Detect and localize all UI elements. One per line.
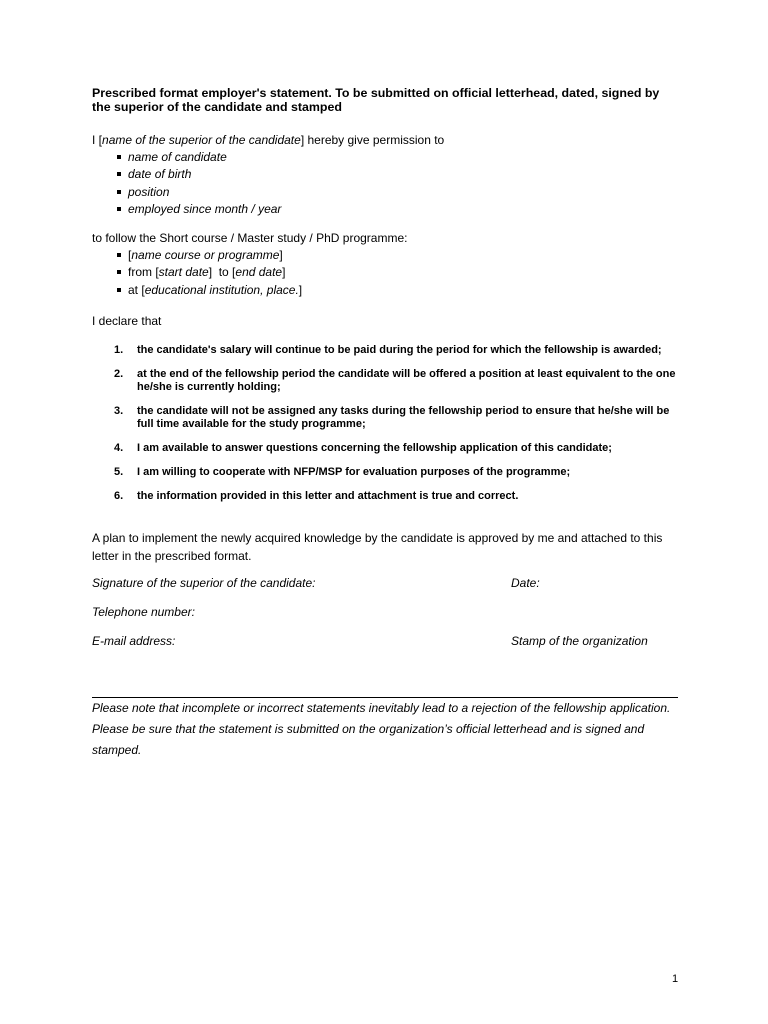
- note-paragraph: Please note that incomplete or incorrect statements inevitably lead to a rejection of the fellowship application. Please be sure that the statement is submitted on the organization’s official letterhead and is signed and stamped.: [92, 701, 671, 758]
- declaration-text: the candidate will not be assigned any tasks during the fellowship period to ensure that he/she will be full time available for the study programme;: [137, 405, 670, 431]
- superior-placeholder: name of the superior of the candidate: [102, 133, 301, 147]
- declaration-text: I am available to answer questions concerning the fellowship application of this candidate;: [137, 442, 612, 455]
- institution-placeholder: educational institution, place.: [144, 282, 299, 297]
- programme-line: to follow the Short course / Master study / PhD programme:: [92, 231, 408, 246]
- candidate-list: [92, 149, 678, 218]
- declaration-item: [92, 405, 678, 431]
- telephone-row: [92, 604, 678, 621]
- list-item: [117, 264, 678, 281]
- bracket-text: [: [128, 248, 132, 263]
- list-item: name of candidate: [117, 149, 678, 166]
- declare-line: I declare that: [92, 314, 162, 329]
- bracket-text: ]: [282, 265, 286, 280]
- declaration-item: [92, 466, 678, 479]
- declaration-item: [92, 344, 678, 357]
- page-number: 1: [672, 973, 679, 985]
- declaration-text: the information provided in this letter and attachment is true and correct.: [137, 490, 519, 503]
- declaration-number: 5.: [114, 466, 124, 479]
- declaration-number: 6.: [114, 490, 124, 503]
- declaration-number: 1.: [114, 344, 124, 357]
- signature-row: [92, 575, 678, 592]
- start-date-placeholder: start date: [158, 265, 209, 280]
- bracket-text: ]: [279, 248, 283, 263]
- document-page: [92, 86, 678, 761]
- intro-line: [92, 132, 678, 149]
- signature-label: Signature of the superior of the candidate:: [92, 576, 316, 591]
- list-item: position: [117, 184, 678, 201]
- document-title: Prescribed format employer's statement. To be submitted on official letterhead, dated, signed by the superior of the candidate and stamped: [92, 86, 660, 114]
- to-text: ] to [: [208, 265, 236, 280]
- declaration-item: [92, 442, 678, 455]
- declaration-text: at the end of the fellowship period the candidate will be offered a position at least equivalent to the one he/she is currently holding;: [137, 368, 676, 394]
- email-label: E-mail address:: [92, 634, 176, 649]
- bracket-text: ]: [298, 282, 303, 297]
- programme-list: [92, 247, 678, 299]
- list-item: [117, 282, 678, 299]
- telephone-label: Telephone number:: [92, 605, 195, 620]
- declaration-text: the candidate's salary will continue to be paid during the period for which the fellowship is awarded;: [137, 344, 662, 357]
- stamp-label: Stamp of the organization: [511, 634, 648, 649]
- list-item: date of birth: [117, 166, 678, 183]
- declaration-item: [92, 368, 678, 394]
- from-text: from [: [128, 265, 159, 280]
- programme-name-placeholder: name course or programme: [131, 248, 280, 263]
- declaration-number: 4.: [114, 442, 124, 455]
- declaration-text: I am willing to cooperate with NFP/MSP for evaluation purposes of the programme;: [137, 466, 571, 479]
- intro-prefix: I [: [92, 133, 103, 147]
- list-item: [117, 247, 678, 264]
- end-date-placeholder: end date: [235, 265, 283, 280]
- declaration-number: 3.: [114, 405, 124, 418]
- declaration-number: 2.: [114, 368, 124, 381]
- intro-suffix: ] hereby give permission to: [300, 133, 445, 147]
- date-label: Date:: [511, 576, 540, 591]
- email-row: [92, 633, 678, 650]
- declaration-item: [92, 490, 678, 503]
- plan-paragraph: A plan to implement the newly acquired knowledge by the candidate is approved by me and attached to this letter in the prescribed format.: [92, 531, 663, 564]
- declaration-list: [92, 344, 678, 503]
- at-text: at [: [128, 282, 145, 297]
- list-item: employed since month / year: [117, 201, 678, 218]
